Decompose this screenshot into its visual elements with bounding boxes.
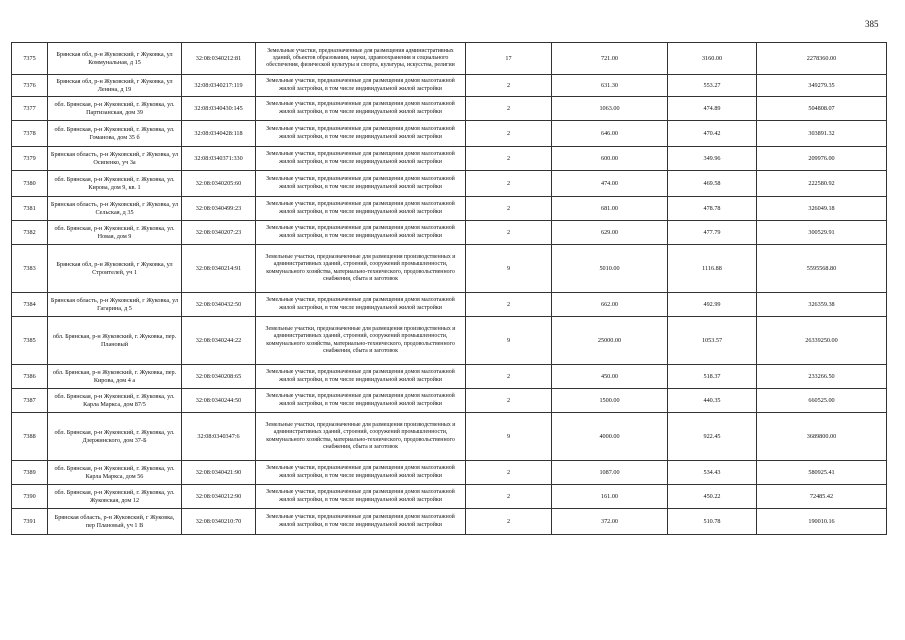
area-cell: 681.00 [552,197,668,221]
table-row [12,221,887,245]
cadastral-value-cell: 580925.41 [757,461,887,485]
group-cell: 2 [466,509,552,535]
unit-value-cell: 518.37 [668,365,757,389]
area-cell: 721.00 [552,43,668,75]
address-cell: обл. Брянская, р-н Жуковский, г. Жуковка, пер. Плановый [48,317,182,365]
table-row [12,97,887,121]
cadastral-value-cell: 190010.16 [757,509,887,535]
area-cell: 1500.00 [552,389,668,413]
land-use-cell: Земельные участки, предназначенные для размещения домов малоэтажной жилой застройки, в том числе индивидуальной жилой застройки [256,389,466,413]
group-cell: 9 [466,413,552,461]
unit-value-cell: 534.43 [668,461,757,485]
cadastral-value-cell: 660525.00 [757,389,887,413]
area-cell: 646.00 [552,121,668,147]
group-cell: 9 [466,317,552,365]
address-cell: обл. Брянская, р-н Жуковский, г. Жуковка, пер. Кирова, дом 4 а [48,365,182,389]
group-cell: 2 [466,365,552,389]
row-number-cell: 7386 [12,365,48,389]
row-number-cell: 7390 [12,485,48,509]
table-row [12,43,887,75]
table-row [12,147,887,171]
table-row [12,485,887,509]
cadastral-number-cell: 32:08:0340428:118 [182,121,256,147]
group-cell: 2 [466,171,552,197]
row-number-cell: 7381 [12,197,48,221]
cadastral-number-cell: 32:08:0340371:330 [182,147,256,171]
table-row [12,413,887,461]
address-cell: обл. Брянская, р-н Жуковский, г. Жуковка, ул. Жуковская, дом 12 [48,485,182,509]
table-row [12,461,887,485]
row-number-cell: 7384 [12,293,48,317]
land-use-cell: Земельные участки, предназначенные для размещения домов малоэтажной жилой застройки, в том числе индивидуальной жилой застройки [256,365,466,389]
unit-value-cell: 553.27 [668,75,757,97]
table-row [12,197,887,221]
area-cell: 662.00 [552,293,668,317]
group-cell: 2 [466,221,552,245]
address-cell: обл. Брянская, р-н Жуковский, г. Жуковка, ул. Партизанская, дом 39 [48,97,182,121]
area-cell: 474.00 [552,171,668,197]
row-number-cell: 7389 [12,461,48,485]
cadastral-number-cell: 32:08:0340499:23 [182,197,256,221]
address-cell: Брянская область, р-н Жуковский, г Жуковка, ул Сельская, д 35 [48,197,182,221]
row-number-cell: 7379 [12,147,48,171]
unit-value-cell: 922.45 [668,413,757,461]
row-number-cell: 7377 [12,97,48,121]
land-use-cell: Земельные участки, предназначенные для размещения производственных и административных зданий, строений, сооружений промышленности, коммунального хозяйства, материально-технического, продовольственного снабжения, сбыта и заготовок [256,245,466,293]
table-row [12,245,887,293]
unit-value-cell: 477.79 [668,221,757,245]
cadastral-number-cell: 32:08:0340244:50 [182,389,256,413]
address-cell: обл. Брянская, р-н Жуковский, г. Жуковка, ул. Новая, дом 9 [48,221,182,245]
group-cell: 2 [466,293,552,317]
row-number-cell: 7391 [12,509,48,535]
area-cell: 4000.00 [552,413,668,461]
area-cell: 600.00 [552,147,668,171]
unit-value-cell: 470.42 [668,121,757,147]
cadastral-value-cell: 326359.38 [757,293,887,317]
unit-value-cell: 1116.88 [668,245,757,293]
land-use-cell: Земельные участки, предназначенные для размещения домов малоэтажной жилой застройки, в том числе индивидуальной жилой застройки [256,197,466,221]
area-cell: 161.00 [552,485,668,509]
land-use-cell: Земельные участки, предназначенные для размещения домов малоэтажной жилой застройки, в том числе индивидуальной жилой застройки [256,147,466,171]
cadastral-number-cell: 32:08:0340205:60 [182,171,256,197]
address-cell: Брянская область, р-н Жуковский, г Жуковка, ул Гагарина, д 5 [48,293,182,317]
area-cell: 1087.00 [552,461,668,485]
land-use-cell: Земельные участки, предназначенные для размещения административных зданий, объектов образования, науки, здравоохранения и социального обеспечения, физической культуры и спорта, культуры, искусства, религии [256,43,466,75]
unit-value-cell: 440.35 [668,389,757,413]
group-cell: 2 [466,389,552,413]
area-cell: 450.00 [552,365,668,389]
area-cell: 631.30 [552,75,668,97]
table-row [12,317,887,365]
cadastral-value-cell: 3689800.00 [757,413,887,461]
group-cell: 2 [466,121,552,147]
row-number-cell: 7380 [12,171,48,197]
table-row [12,509,887,535]
address-cell: Брянская обл, р-н Жуковский, г Жуковка, ул Ленина, д 19 [48,75,182,97]
group-cell: 17 [466,43,552,75]
table-body [12,43,887,535]
cadastral-number-cell: 32:08:0340210:70 [182,509,256,535]
cadastral-number-cell: 32:08:0340217:119 [182,75,256,97]
unit-value-cell: 492.99 [668,293,757,317]
unit-value-cell: 450.22 [668,485,757,509]
cadastral-number-cell: 32:08:0340214:91 [182,245,256,293]
cadastral-value-cell: 233266.50 [757,365,887,389]
group-cell: 2 [466,485,552,509]
unit-value-cell: 349.96 [668,147,757,171]
unit-value-cell: 469.58 [668,171,757,197]
group-cell: 2 [466,147,552,171]
land-use-cell: Земельные участки, предназначенные для размещения домов малоэтажной жилой застройки, в том числе индивидуальной жилой застройки [256,75,466,97]
cadastral-value-cell: 72485.42 [757,485,887,509]
cadastral-value-cell: 26339250.00 [757,317,887,365]
area-cell: 372.00 [552,509,668,535]
address-cell: обл. Брянская, р-н Жуковский, г. Жуковка, ул. Карла Маркса, дом 56 [48,461,182,485]
area-cell: 1063.00 [552,97,668,121]
land-use-cell: Земельные участки, предназначенные для размещения домов малоэтажной жилой застройки, в том числе индивидуальной жилой застройки [256,485,466,509]
row-number-cell: 7375 [12,43,48,75]
land-use-cell: Земельные участки, предназначенные для размещения домов малоэтажной жилой застройки, в том числе индивидуальной жилой застройки [256,171,466,197]
row-number-cell: 7388 [12,413,48,461]
unit-value-cell: 3160.00 [668,43,757,75]
land-use-cell: Земельные участки, предназначенные для размещения производственных и административных зданий, строений, сооружений промышленности, коммунального хозяйства, материально-технического, продовольственного снабжения, сбыта и заготовок [256,413,466,461]
cadastral-number-cell: 32:08:0340347:6 [182,413,256,461]
cadastral-number-cell: 32:08:0340421:90 [182,461,256,485]
cadastral-number-cell: 32:08:0340207:23 [182,221,256,245]
land-use-cell: Земельные участки, предназначенные для размещения домов малоэтажной жилой застройки, в том числе индивидуальной жилой застройки [256,221,466,245]
area-cell: 25000.00 [552,317,668,365]
cadastral-value-cell: 2278360.00 [757,43,887,75]
land-use-cell: Земельные участки, предназначенные для размещения домов малоэтажной жилой застройки, в том числе индивидуальной жилой застройки [256,97,466,121]
cadastral-number-cell: 32:08:0340432:50 [182,293,256,317]
address-cell: Брянская область, р-н Жуковский, г Жуковка, ул Осипенко, уч 3а [48,147,182,171]
group-cell: 2 [466,197,552,221]
cadastral-value-cell: 209976.00 [757,147,887,171]
cadastral-number-cell: 32:08:0340244:22 [182,317,256,365]
cadastral-number-cell: 32:08:0340212:81 [182,43,256,75]
unit-value-cell: 478.78 [668,197,757,221]
group-cell: 2 [466,97,552,121]
cadastral-value-cell: 222580.92 [757,171,887,197]
area-cell: 629.00 [552,221,668,245]
table-row [12,293,887,317]
row-number-cell: 7378 [12,121,48,147]
area-cell: 5010.00 [552,245,668,293]
address-cell: обл. Брянская, р-н Жуковский, г. Жуковка, ул. Кирова, дом 9, кв. 1 [48,171,182,197]
address-cell: обл. Брянская, р-н Жуковский, г. Жуковка, ул. Карла Маркса, дом 87/5 [48,389,182,413]
land-use-cell: Земельные участки, предназначенные для размещения производственных и административных зданий, строений, сооружений промышленности, коммунального хозяйства, материально-технического, продовольственного снабжения, сбыта и заготовок [256,317,466,365]
land-use-cell: Земельные участки, предназначенные для размещения домов малоэтажной жилой застройки, в том числе индивидуальной жилой застройки [256,293,466,317]
table-row [12,389,887,413]
cadastral-number-cell: 32:08:0340208:65 [182,365,256,389]
page-number: 385 [865,19,879,29]
unit-value-cell: 474.89 [668,97,757,121]
group-cell: 2 [466,75,552,97]
cadastral-value-cell: 504808.07 [757,97,887,121]
cadastral-value-cell: 5595568.80 [757,245,887,293]
table-row [12,121,887,147]
table-row [12,171,887,197]
unit-value-cell: 510.78 [668,509,757,535]
cadastral-value-cell: 303891.32 [757,121,887,147]
address-cell: обл. Брянская, р-н Жуковский, г. Жуковка, ул. Гоманова, дом 35 б [48,121,182,147]
land-use-cell: Земельные участки, предназначенные для размещения домов малоэтажной жилой застройки, в том числе индивидуальной жилой застройки [256,121,466,147]
address-cell: Брянская область, р-н Жуковский, г Жуковка, пер Плановый, уч 1 В [48,509,182,535]
address-cell: Брянская обл, р-н Жуковский, г Жуковка, ул Строителей, уч 1 [48,245,182,293]
cadastral-number-cell: 32:08:0340212:90 [182,485,256,509]
cadastral-number-cell: 32:08:0340430:145 [182,97,256,121]
land-use-cell: Земельные участки, предназначенные для размещения домов малоэтажной жилой застройки, в том числе индивидуальной жилой застройки [256,461,466,485]
table-row [12,75,887,97]
group-cell: 2 [466,461,552,485]
row-number-cell: 7385 [12,317,48,365]
row-number-cell: 7383 [12,245,48,293]
land-use-cell: Земельные участки, предназначенные для размещения домов малоэтажной жилой застройки, в том числе индивидуальной жилой застройки [256,509,466,535]
row-number-cell: 7382 [12,221,48,245]
address-cell: Брянская обл, р-н Жуковский, г Жуковка, ул Коммунальная, д 15 [48,43,182,75]
table-row [12,365,887,389]
row-number-cell: 7387 [12,389,48,413]
address-cell: обл. Брянская, р-н Жуковский, г. Жуковка, ул. Дзержинского, дом 37-Б [48,413,182,461]
row-number-cell: 7376 [12,75,48,97]
cadastral-value-cell: 300529.91 [757,221,887,245]
cadastral-value-cell: 349279.35 [757,75,887,97]
cadastral-value-cell: 326049.18 [757,197,887,221]
land-parcel-table [11,42,887,535]
group-cell: 9 [466,245,552,293]
unit-value-cell: 1053.57 [668,317,757,365]
